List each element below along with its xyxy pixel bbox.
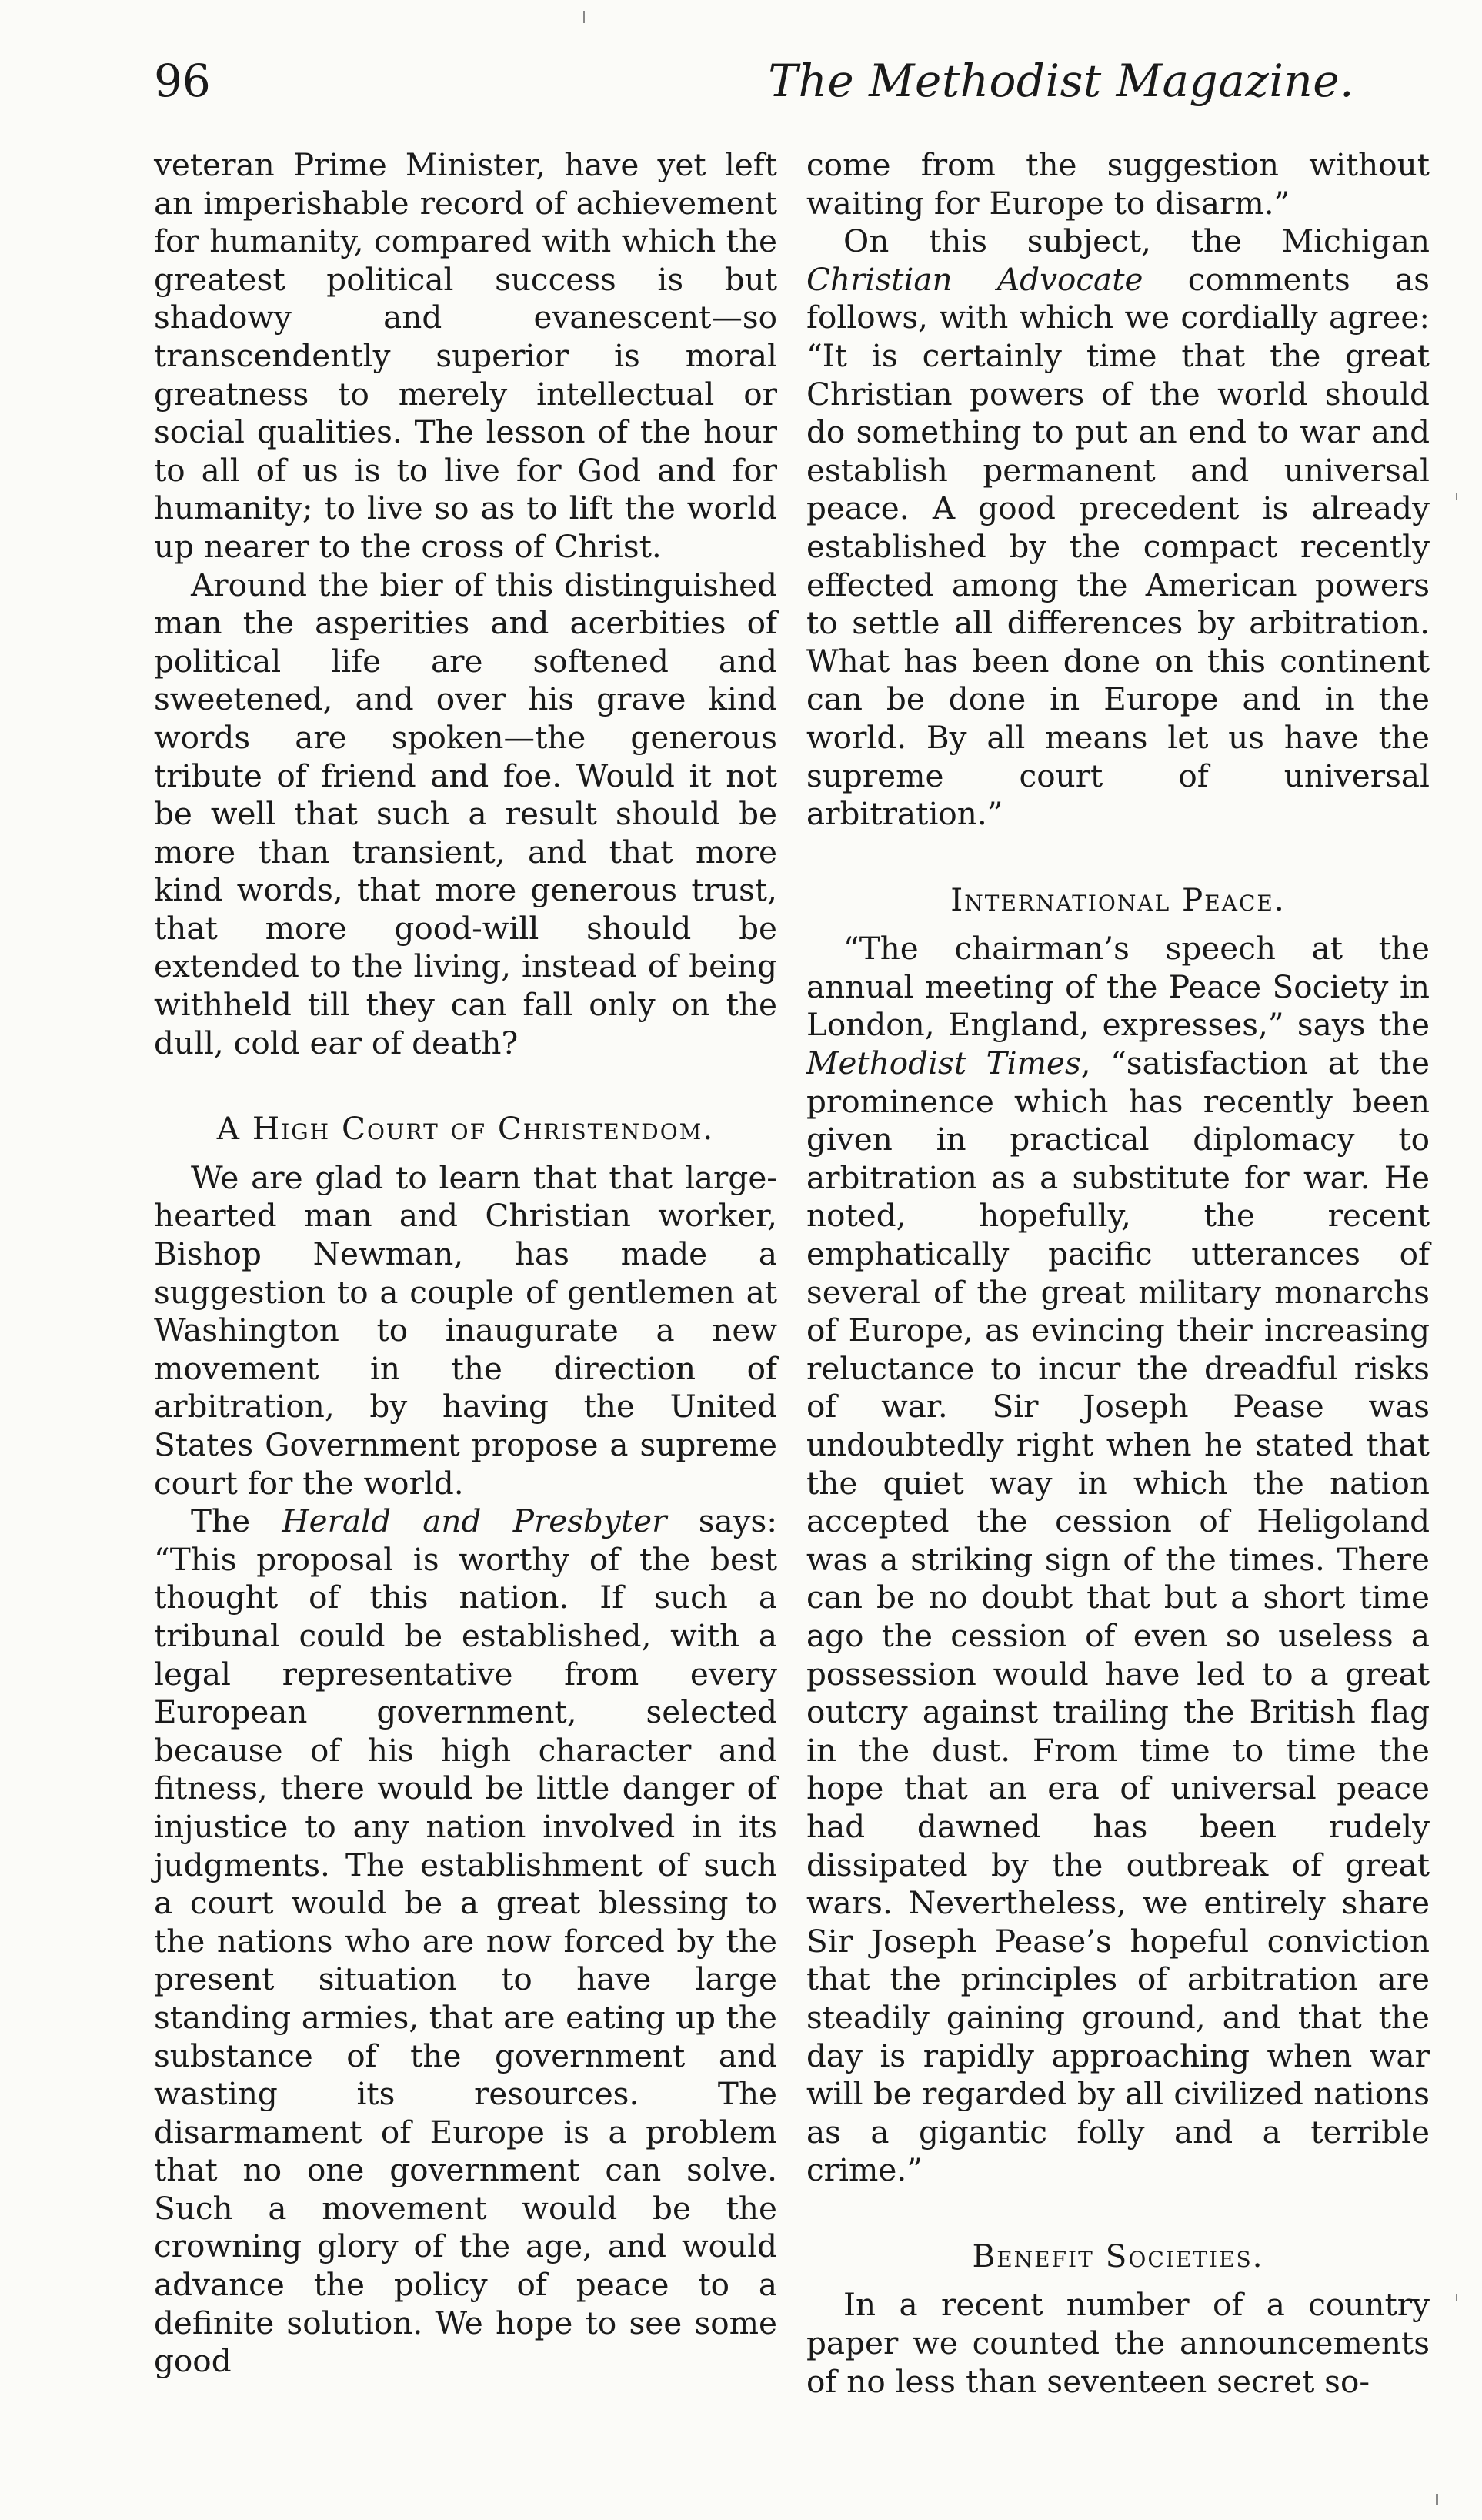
- margin-mark: [1456, 493, 1457, 500]
- page-number: 96: [154, 55, 211, 107]
- section-heading-high-court: A High Court of Christendom.: [216, 1110, 715, 1148]
- text-run: “The chairman’s speech at the annual meeting of the Peace Society in London, England, expresses,” says the: [806, 930, 1430, 1044]
- text-run: The: [191, 1502, 282, 1540]
- margin-mark: [1456, 2294, 1457, 2301]
- page-header: [154, 46, 1354, 115]
- publication-name: Herald and Presbyter: [282, 1502, 667, 1540]
- text-run: On this subject, the Michigan: [843, 222, 1430, 260]
- publication-name: Christian Advocate: [806, 260, 1143, 298]
- text-run: , “satisfaction at the prominence which has recently been given in practical diplomacy to arbitration as a substitute for war. He noted, hopefully, the recent emphatically pacific utterances of several of the great military monarchs of Europe, as evincing their increasing reluctance to incur the dreadful risks of war. Sir Joseph Pease was undoubtedly right when he stated that the quiet way in which the nation accepted the cession of Heligoland was a striking sign of the times. There can be no doubt that but a short time ago the cession of even so useless a possession would have led to a great outcry against trailing the British flag in the dust. From time to time the hope that an era of universal peace had dawned has been rudely dissipated by the outbreak of great wars. Nevertheless, we entirely share Sir Joseph Pease’s hopeful conviction that the principles of arbitration are steadily gaining ground, and that the day is rapidly approaching when war will be regarded by all civilized nations as a gigantic folly and a terrible crime.”: [806, 1044, 1430, 2189]
- paragraph-bishop-newman: We are glad to learn that that large-hearted man and Christian worker, Bishop Newman, has made a suggestion to a couple of gentlemen at Washington to inaugurate a new movement in the direction of arbitration, by having the United States Government propose a supreme court for the world.: [154, 1158, 777, 1502]
- section-heading-international-peace: International Peace.: [950, 881, 1286, 918]
- top-margin-mark: [583, 11, 585, 23]
- section-heading-benefit-societies: Benefit Societies.: [972, 2237, 1264, 2274]
- right-column: [806, 146, 1430, 2401]
- publication-name: Methodist Times: [806, 1044, 1081, 1082]
- paragraph-gladstone-tribute: veteran Prime Minister, have yet left an imperishable record of achievement for humanity, compared with which the greatest political success is but shadowy and evanescent—so transcendently superior is moral greatness to merely intellectual or social qualities. The lesson of the hour to all of us is to live for God and for humanity; to live so as to lift the world up nearer to the cross of Christ.: [154, 146, 777, 565]
- running-title: The Methodist Magazine.: [768, 55, 1354, 107]
- paragraph-around-the-bier: Around the bier of this distinguished man the asperities and acerbities of political life are softened and sweetened, and over his grave kind words are spoken—the generous tribute of friend and foe. Would it not be well that such a result should be more than transient, and that more kind words, that more generous trust, that more good-will should be extended to the living, instead of being withheld till they can fall only on the dull, cold ear of death?: [154, 566, 777, 1061]
- text-run: says: “This proposal is worthy of the best thought of this nation. If such a tribunal could be established, with a legal representative from every European government, selected because of his high character and fitness, there would be little danger of injustice to any nation involved in its judgments. The establishment of such a court would be a great blessing to the nations who are now forced by the present situation to have large standing armies, that are eating up the substance of the government and wasting its resources. The disarmament of Europe is a problem that no one government can solve. Such a movement would be the crowning glory of the age, and would advance the policy of peace to a definite solution. We hope to see some good: [154, 1502, 777, 2380]
- left-column: [154, 146, 777, 2381]
- paragraph-christian-advocate: [806, 222, 1430, 834]
- margin-mark: [1436, 2494, 1438, 2505]
- paragraph-benefit-societies: In a recent number of a country paper we counted the announcements of no less than seventeen secret so-: [806, 2286, 1430, 2400]
- paragraph-peace-society: [806, 930, 1430, 2190]
- paragraph-herald-presbyter: [154, 1502, 777, 2381]
- text-run: comments as follows, with which we cordially agree: “It is certainly time that the great Christian powers of the world should do something to put an end to war and establish permanent and universal peace. A good precedent is already established by the compact recently effected among the American powers to settle all differences by arbitration. What has been done on this continent can be done in Europe and in the world. By all means let us have the supreme court of universal arbitration.”: [806, 260, 1430, 833]
- paragraph-continued-quote: come from the suggestion without waiting for Europe to disarm.”: [806, 146, 1430, 222]
